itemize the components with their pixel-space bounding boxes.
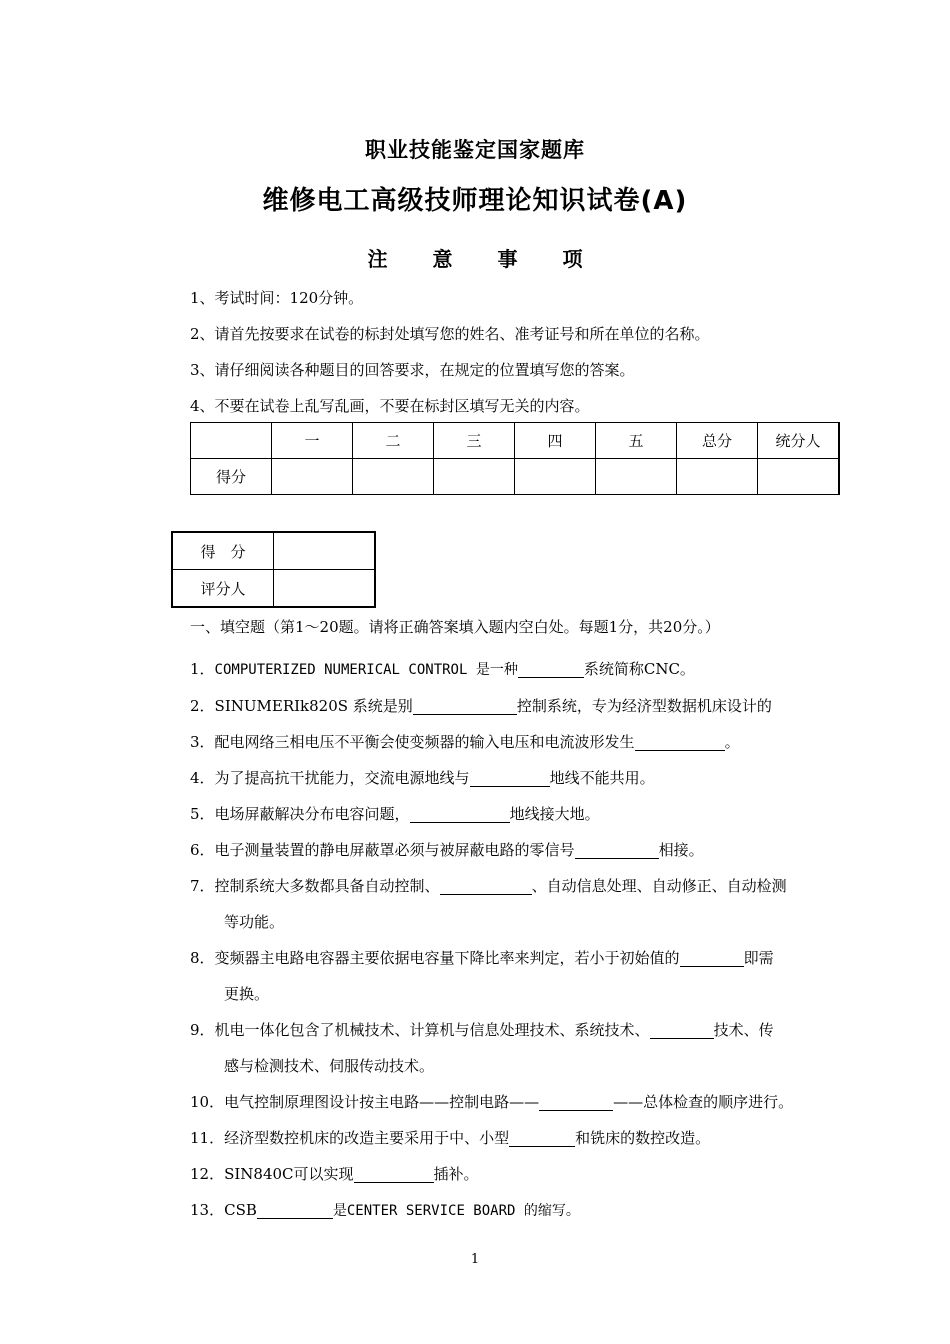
question-text: 。 xyxy=(724,733,740,751)
answer-blank[interactable] xyxy=(575,840,659,859)
answer-blank[interactable] xyxy=(470,768,550,787)
question-text: 机电一体化包含了机械技术、计算机与信息处理技术、系统技术、 xyxy=(214,1021,650,1039)
note-item: 3、请仔细阅读各种题目的回答要求，在规定的位置填写您的答案。 xyxy=(190,361,635,379)
question-13 xyxy=(190,1192,840,1229)
question-number: 12． xyxy=(190,1165,225,1183)
answer-blank[interactable] xyxy=(650,1020,714,1039)
question-9 xyxy=(190,1012,840,1084)
question-text: 为了提高抗干扰能力，交流电源地线与 xyxy=(214,769,470,787)
question-7 xyxy=(190,868,840,940)
question-1 xyxy=(190,651,840,688)
grader-label: 评分人 xyxy=(172,570,274,608)
score-table-row xyxy=(191,459,840,495)
score-cell[interactable] xyxy=(434,459,515,495)
question-10 xyxy=(190,1084,840,1120)
question-number: 5． xyxy=(190,805,215,823)
answer-blank[interactable] xyxy=(509,1128,575,1147)
notice-heading xyxy=(0,243,950,272)
score-header-cell: 总分 xyxy=(677,423,758,459)
note-item: 2、请首先按要求在试卷的标封处填写您的姓名、准考证号和所在单位的名称。 xyxy=(190,325,710,343)
question-text-continued: 更换。 xyxy=(224,985,270,1003)
question-text: 配电网络三相电压不平衡会使变频器的输入电压和电流波形发生 xyxy=(214,733,635,751)
question-text: ——总体检查的顺序进行。 xyxy=(613,1093,794,1111)
grader-box xyxy=(171,531,376,608)
question-text: 地线不能共用。 xyxy=(549,769,655,787)
exam-bank-title: 职业技能鉴定国家题库 xyxy=(365,138,585,162)
answer-blank[interactable] xyxy=(413,696,517,715)
question-number: 8． xyxy=(190,949,215,967)
question-number: 3． xyxy=(190,733,215,751)
question-6 xyxy=(190,832,840,868)
question-12 xyxy=(190,1156,840,1192)
score-cell[interactable] xyxy=(596,459,677,495)
note-item: 1、考试时间：120分钟。 xyxy=(190,289,364,307)
notice-char-4: 项 xyxy=(562,247,583,271)
question-3 xyxy=(190,724,840,760)
grader-score-cell[interactable] xyxy=(274,532,376,570)
question-text: SIN840C可以实现 xyxy=(224,1165,354,1183)
question-11 xyxy=(190,1120,840,1156)
section-heading-fill-in: 一、填空题（第1～20题。请将正确答案填入题内空白处。每题1分，共20分。） xyxy=(190,618,720,636)
grader-name-cell[interactable] xyxy=(274,570,376,608)
question-number: 7． xyxy=(190,877,215,895)
question-number: 6． xyxy=(190,841,215,859)
score-header-cell: 三 xyxy=(434,423,515,459)
question-text: 控制系统大多数都具备自动控制、 xyxy=(214,877,440,895)
score-header-cell: 五 xyxy=(596,423,677,459)
question-5 xyxy=(190,796,840,832)
question-text: 电场屏蔽解决分布电容问题， xyxy=(214,805,410,823)
answer-blank[interactable] xyxy=(410,804,510,823)
notes-list xyxy=(190,287,710,431)
question-text: 插补。 xyxy=(433,1165,479,1183)
score-header-cell: 统分人 xyxy=(758,423,840,459)
question-text: 和铣床的数控改造。 xyxy=(575,1129,711,1147)
question-number: 11． xyxy=(190,1129,225,1147)
question-4 xyxy=(190,760,840,796)
score-table xyxy=(190,422,840,495)
notice-char-1: 注 xyxy=(367,247,388,271)
question-number: 1． xyxy=(190,660,215,678)
score-cell[interactable] xyxy=(515,459,596,495)
question-text: 电气控制原理图设计按主电路——控制电路—— xyxy=(224,1093,540,1111)
grader-score-label: 得 分 xyxy=(172,532,274,570)
question-text: 、自动信息处理、自动修正、自动检测 xyxy=(531,877,787,895)
question-text-continued: 等功能。 xyxy=(224,913,285,931)
question-number: 2． xyxy=(190,697,215,715)
score-row-label: 得分 xyxy=(191,459,272,495)
score-table-header-row xyxy=(191,423,840,459)
note-item: 4、不要在试卷上乱写乱画，不要在标封区填写无关的内容。 xyxy=(190,397,590,415)
page-number: 1 xyxy=(470,1252,480,1267)
question-text: 电子测量装置的静电屏蔽罩必须与被屏蔽电路的零信号 xyxy=(214,841,575,859)
answer-blank[interactable] xyxy=(440,876,532,895)
answer-blank[interactable] xyxy=(257,1200,333,1219)
answer-blank[interactable] xyxy=(539,1092,613,1111)
answer-blank[interactable] xyxy=(680,948,744,967)
question-text: 控制系统，专为经济型数据机床设计的 xyxy=(516,697,772,715)
question-number: 9． xyxy=(190,1021,215,1039)
score-cell[interactable] xyxy=(353,459,434,495)
question-text: 地线接大地。 xyxy=(509,805,600,823)
answer-blank[interactable] xyxy=(354,1164,434,1183)
question-2 xyxy=(190,688,840,724)
question-text: 技术、传 xyxy=(713,1021,774,1039)
question-text: SINUMERIk820S 系统是别 xyxy=(214,697,413,715)
exam-paper-title: 维修电工高级技师理论知识试卷(A) xyxy=(262,186,688,216)
score-header-cell: 一 xyxy=(272,423,353,459)
question-text: CSB xyxy=(224,1201,257,1219)
score-cell[interactable] xyxy=(272,459,353,495)
question-text: 经济型数控机床的改造主要采用于中、小型 xyxy=(224,1129,510,1147)
score-cell[interactable] xyxy=(677,459,758,495)
question-8 xyxy=(190,940,840,1012)
answer-blank[interactable] xyxy=(518,659,584,678)
question-number: 13． xyxy=(190,1201,225,1219)
question-text: COMPUTERIZED NUMERICAL CONTROL 是一种 xyxy=(214,662,518,678)
notice-char-2: 意 xyxy=(432,247,453,271)
score-header-cell: 二 xyxy=(353,423,434,459)
question-text-continued: 感与检测技术、伺服传动技术。 xyxy=(224,1057,435,1075)
question-list xyxy=(190,651,840,1229)
score-header-cell xyxy=(191,423,272,459)
answer-blank[interactable] xyxy=(635,732,725,751)
score-cell[interactable] xyxy=(758,459,840,495)
question-text: 变频器主电路电容器主要依据电容量下降比率来判定，若小于初始值的 xyxy=(214,949,680,967)
question-number: 4． xyxy=(190,769,215,787)
score-header-cell: 四 xyxy=(515,423,596,459)
question-text: 即需 xyxy=(743,949,774,967)
question-text: 是CENTER SERVICE BOARD 的缩写。 xyxy=(332,1203,580,1219)
question-text: 系统简称CNC。 xyxy=(583,660,695,678)
question-text: 相接。 xyxy=(658,841,704,859)
question-number: 10． xyxy=(190,1093,225,1111)
notice-char-3: 事 xyxy=(497,247,518,271)
